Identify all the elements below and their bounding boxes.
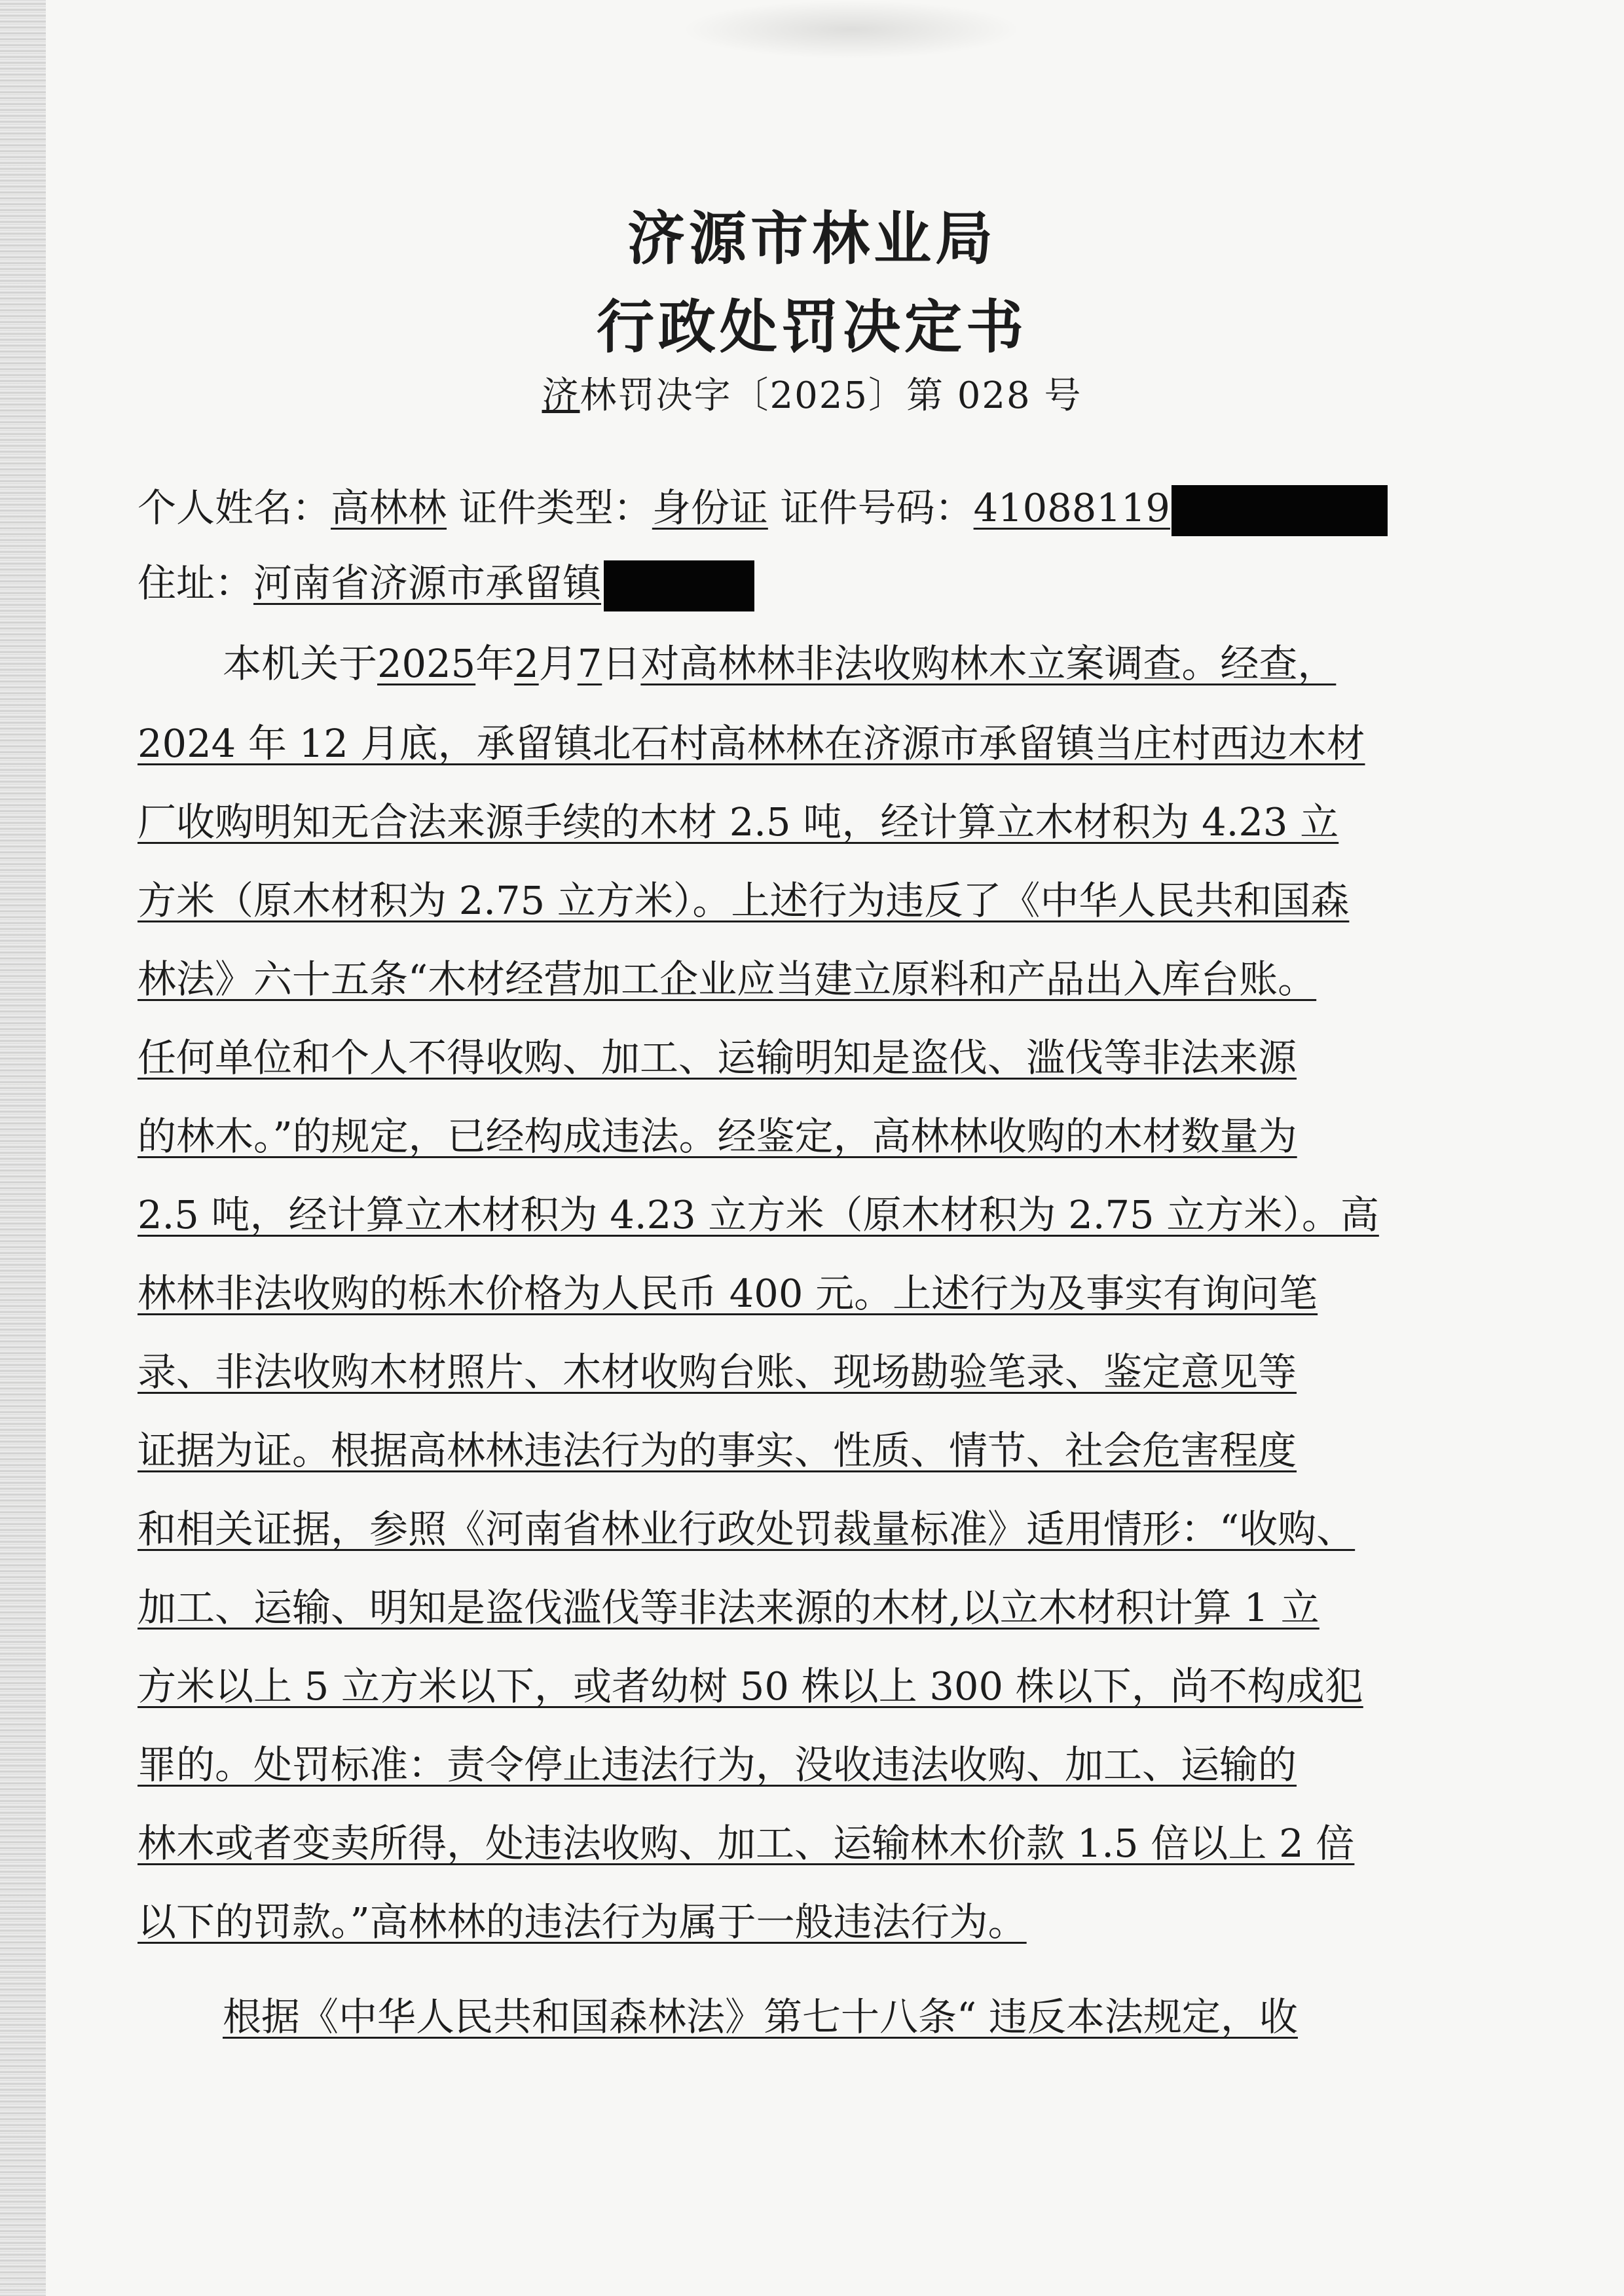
case-month: 2 [514, 641, 539, 686]
party-address: 河南省济源市承留镇 [253, 560, 602, 606]
id-type: 身份证 [652, 485, 768, 530]
party-name: 高林林 [331, 485, 447, 530]
address-label: 住址： [138, 560, 254, 606]
document-number-rest: 林罚决字〔2025〕第 028 号 [580, 374, 1082, 417]
party-address-line [138, 560, 1467, 611]
body-line: 的林木。”的规定，已经构成违法。经鉴定，高林林收购的木材数量为 [138, 1114, 1297, 1159]
agency-title: 济源市林业局 [627, 204, 997, 272]
body-line: 证据为证。根据高林林违法行为的事实、性质、情节、社会危害程度 [138, 1428, 1297, 1473]
case-year: 2025 [377, 641, 476, 686]
redaction-bar [1172, 485, 1388, 536]
body-line: 录、非法收购木材照片、木材收购台账、现场勘验笔录、鉴定意见等 [138, 1349, 1297, 1394]
party-id-line [138, 484, 1467, 536]
body-line: 和相关证据，参照《河南省林业行政处罚裁量标准》适用情形：“收购、 [138, 1506, 1356, 1552]
body-line: 罪的。处罚标准：责令停止违法行为，没收违法收购、加工、运输的 [138, 1742, 1297, 1787]
scan-bleed-mark [681, 0, 1022, 59]
body-line: 方米（原木材积为 2.75 立方米）。上述行为违反了《中华人民共和国森 [138, 878, 1350, 923]
id-number-label: 证件号码： [780, 485, 974, 530]
redaction-bar [604, 560, 754, 611]
body-line: 林林非法收购的栎木价格为人民币 400 元。上述行为及事实有询问笔 [138, 1271, 1318, 1316]
p1-lead: 本机关于 [223, 641, 378, 686]
paragraph-1-line-1: 本机关于2025年2月7日对高林林非法收购林木立案调查。经查， [223, 641, 1337, 686]
body-line: 加工、运输、明知是盗伐滥伐等非法来源的木材,以立木材积计算 1 立 [138, 1585, 1320, 1630]
body-line: 任何单位和个人不得收购、加工、运输明知是盗伐、滥伐等非法来源 [138, 1035, 1297, 1080]
body-line: 方米以上 5 立方米以下，或者幼树 50 株以上 300 株以下，尚不构成犯 [138, 1664, 1363, 1709]
document-type-title: 行政处罚决定书 [596, 293, 1027, 361]
name-label: 个人姓名： [138, 485, 331, 530]
document-number [0, 367, 1624, 419]
body-line: 林法》六十五条“木材经营加工企业应当建立原料和产品出入库台账。 [138, 957, 1317, 1002]
case-day: 7 [577, 641, 602, 686]
body-line: 2024 年 12 月底，承留镇北石村高林林在济源市承留镇当庄村西边木材 [138, 721, 1365, 766]
p1-line1-tail: 对高林林非法收购林木立案调查。经查， [640, 641, 1337, 686]
paragraph-2-line-1: 根据《中华人民共和国森林法》第七十八条“ 违反本法规定，收 [223, 1994, 1298, 2039]
body-line: 以下的罚款。”高林林的违法行为属于一般违法行为。 [138, 1899, 1027, 1944]
id-type-label: 证件类型： [458, 485, 652, 530]
body-line: 2.5 吨，经计算立木材积为 4.23 立方米（原木材积为 2.75 立方米）。高 [138, 1192, 1379, 1237]
id-number: 41088119 [973, 485, 1170, 530]
body-line: 厂收购明知无合法来源手续的木材 2.5 吨，经计算立木材积为 4.23 立 [138, 799, 1339, 845]
document-number-prefix: 济 [542, 374, 580, 417]
body-line: 林木或者变卖所得，处违法收购、加工、运输林木价款 1.5 倍以上 2 倍 [138, 1821, 1355, 1866]
